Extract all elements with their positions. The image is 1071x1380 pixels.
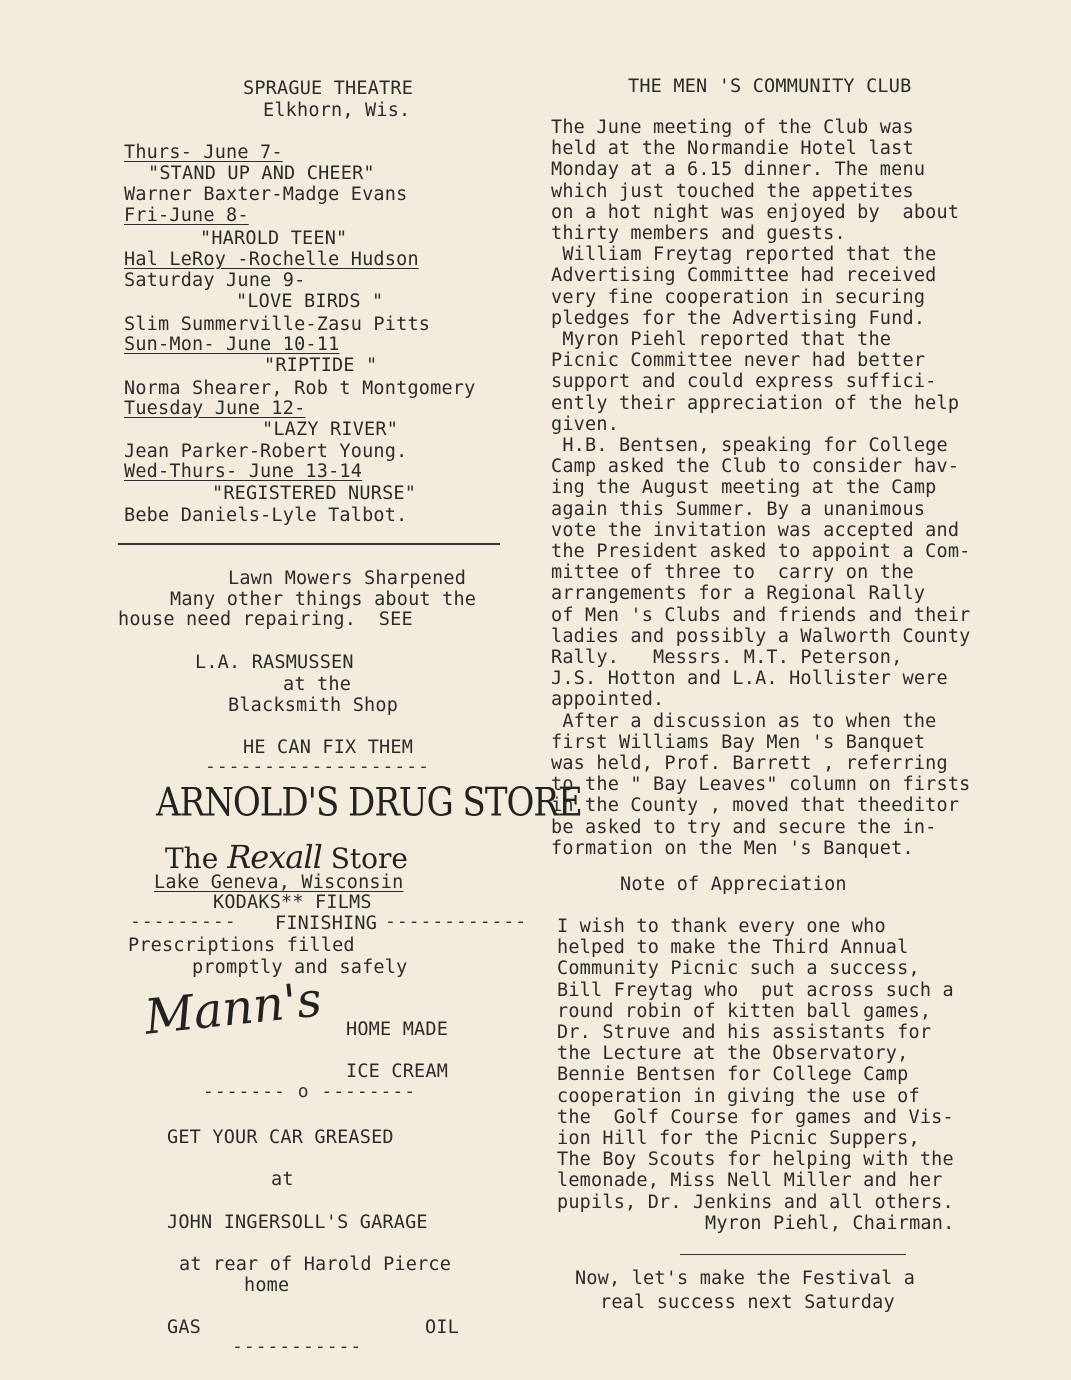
- article-line: ion Hill for the Picnic Suppers,: [557, 1128, 920, 1149]
- article-line: again this Summer. By a unanimous: [551, 498, 926, 520]
- article-line: Myron Piehl reported that the: [551, 329, 892, 350]
- listing-date: Thurs- June 7-: [124, 142, 283, 163]
- ad-line: promptly and safely: [192, 957, 408, 978]
- listing-cast: Warner Baxter-Madge Evans: [124, 184, 408, 205]
- theatre-city: Elkhorn, Wis.: [263, 100, 411, 121]
- article-line: Camp asked the Club to consider hav-: [551, 456, 960, 478]
- article-line: After a discussion as to when the: [551, 710, 937, 732]
- article-line: ing the August meeting at the Camp: [551, 477, 937, 499]
- article-line: first Williams Bay Men 's Banquet: [551, 731, 926, 753]
- article-line: was held, Prof. Barrett , referring: [551, 753, 948, 774]
- rexall-the: The: [165, 842, 219, 875]
- article-line: The Boy Scouts for helping with the: [557, 1149, 954, 1171]
- listing-date: Tuesday June 12-: [124, 398, 306, 419]
- article-line: Rally. Messrs. M.T. Peterson,: [551, 647, 903, 668]
- ad-line: at: [271, 1169, 294, 1190]
- article-line: held at the Normandie Hotel last: [551, 138, 914, 160]
- article-line: on a hot night was enjoyed by about: [551, 201, 960, 223]
- article-line: ladies and possibly a Walworth County: [551, 625, 971, 647]
- listing-title: "LAZY RIVER": [262, 419, 399, 440]
- listing-title: "REGISTERED NURSE": [212, 483, 417, 504]
- listing-date: Fri-June 8-: [124, 205, 249, 226]
- article-line: ently their appreciation of the help: [551, 392, 960, 414]
- club-title: THE MEN 'S COMMUNITY CLUB: [628, 76, 912, 97]
- listing-title: "LOVE BIRDS ": [236, 291, 384, 312]
- listing-date: Wed-Thurs- June 13-14: [124, 461, 363, 482]
- ad-line: GET YOUR CAR GREASED: [167, 1127, 394, 1148]
- article-line: to the " Bay Leaves" column on firsts: [551, 774, 971, 796]
- signature: Myron Piehl, Chairman.: [705, 1213, 955, 1234]
- listing-date: Saturday June 9-: [124, 270, 306, 291]
- article-line: Bennie Bentsen for College Camp: [557, 1064, 909, 1086]
- article-line: Bill Freytag who put across such a: [557, 979, 954, 1001]
- article-line: William Freytag reported that the: [551, 244, 937, 266]
- article-line: the President asked to appoint a Com-: [551, 541, 971, 562]
- arnold-logo: ARNOLD'S DRUG STORE: [156, 780, 582, 826]
- listing-cast: Bebe Daniels-Lyle Talbot.: [124, 505, 408, 526]
- section-divider: [118, 543, 500, 545]
- article-line: appointed.: [551, 689, 665, 711]
- ad-line: HOME MADE: [346, 1019, 449, 1040]
- article-line: arrangements for a Regional Rally: [551, 583, 926, 605]
- article-line: pledges for the Advertising Fund.: [551, 307, 926, 329]
- article-line: in the County , moved that theeditor: [551, 795, 960, 817]
- rexall-word: Rexall: [227, 838, 322, 876]
- article-line: formation on the Men 's Banquet.: [551, 837, 914, 859]
- rexall-logo: [165, 838, 408, 876]
- article-line: the Golf Course for games and Vis-: [557, 1106, 954, 1128]
- article-line: H.B. Bentsen, speaking for College: [551, 435, 948, 456]
- appreciation-title: Note of Appreciation: [620, 874, 847, 895]
- ad-tagline: HE CAN FIX THEM: [243, 737, 414, 758]
- ad-line: at rear of Harold Pierce: [179, 1254, 452, 1275]
- ad-line: at the: [283, 674, 352, 695]
- ad-line: house need repairing. SEE: [118, 609, 413, 630]
- theatre-name: SPRAGUE THEATRE: [243, 78, 414, 99]
- listing-title: "HAROLD TEEN": [200, 228, 348, 249]
- closing-line: real success next Saturday: [600, 1292, 895, 1313]
- dashed-divider: ---------: [130, 911, 237, 932]
- article-line: be asked to try and secure the in-: [551, 816, 937, 838]
- ad-line: Many other things about the: [170, 589, 477, 610]
- ad-line: Blacksmith Shop: [228, 695, 399, 716]
- ad-oil: OIL: [425, 1317, 460, 1338]
- listing-cast: Norma Shearer, Rob t Montgomery: [124, 378, 476, 399]
- article-line: thirty members and guests.: [551, 223, 846, 244]
- article-line: round robin of kitten ball games,: [557, 1000, 932, 1022]
- listing-cast: Jean Parker-Robert Young.: [124, 441, 408, 462]
- ad-line: FINISHING: [275, 913, 378, 934]
- article-line: which just touched the appetites: [551, 180, 914, 202]
- ad-line: Prescriptions filled: [128, 935, 355, 956]
- article-line: of Men 's Clubs and friends and their: [551, 604, 971, 626]
- ad-line: ICE CREAM: [346, 1061, 449, 1082]
- article-line: given.: [551, 413, 620, 435]
- dashed-divider: ------------: [385, 911, 528, 932]
- dashed-divider: -------------------: [205, 756, 430, 777]
- article-line: lemonade, Miss Nell Miller and her: [557, 1170, 943, 1192]
- article-line: The June meeting of the Club was: [551, 117, 914, 138]
- article-line: very fine cooperation in securing: [551, 286, 926, 308]
- article-line: support and could express suffici-: [551, 371, 937, 393]
- article-line: Community Picnic such a success,: [557, 958, 920, 980]
- article-line: I wish to thank every one who: [557, 916, 886, 937]
- manns-logo: Mann's: [142, 971, 325, 1046]
- ad-line: KODAKS** FILMS: [213, 892, 372, 913]
- ad-name: JOHN INGERSOLL'S GARAGE: [167, 1212, 428, 1233]
- ad-city: Lake Geneva, Wisconsin: [154, 872, 404, 893]
- ad-gas: GAS: [167, 1317, 202, 1338]
- article-line: helped to make the Third Annual: [557, 937, 909, 959]
- article-line: the Lecture at the Observatory,: [557, 1043, 909, 1065]
- article-line: Advertising Committee had received: [551, 265, 937, 287]
- article-line: cooperation in giving the use of: [557, 1085, 920, 1107]
- ad-line: Lawn Mowers Sharpened: [228, 568, 467, 589]
- article-line: mittee of three to carry on the: [551, 562, 914, 584]
- ad-name: L.A. RASMUSSEN: [195, 652, 354, 673]
- rexall-store: Store: [330, 842, 408, 875]
- section-divider: [680, 1254, 906, 1255]
- listing-date: Sun-Mon- June 10-11: [124, 334, 340, 355]
- article-line: vote the invitation was accepted and: [551, 519, 960, 541]
- listing-title: "STAND UP AND CHEER": [148, 163, 375, 184]
- article-line: pupils, Dr. Jenkins and all others.: [557, 1191, 954, 1213]
- article-line: J.S. Hotton and L.A. Hollister were: [551, 668, 948, 690]
- listing-cast: Slim Summerville-Zasu Pitts: [124, 314, 431, 335]
- dashed-divider: -----------: [232, 1336, 363, 1357]
- article-line: Dr. Struve and his assistants for: [557, 1022, 932, 1043]
- listing-cast: Hal LeRoy -Rochelle Hudson: [124, 249, 419, 270]
- closing-line: Now, let's make the Festival a: [575, 1268, 916, 1289]
- listing-title: "RIPTIDE ": [264, 355, 378, 376]
- ad-line: home: [244, 1275, 290, 1296]
- dashed-divider: ------- o --------: [203, 1081, 417, 1102]
- article-line: Monday at a 6.15 dinner. The menu: [551, 159, 926, 181]
- article-line: Picnic Committee never had better: [551, 350, 926, 372]
